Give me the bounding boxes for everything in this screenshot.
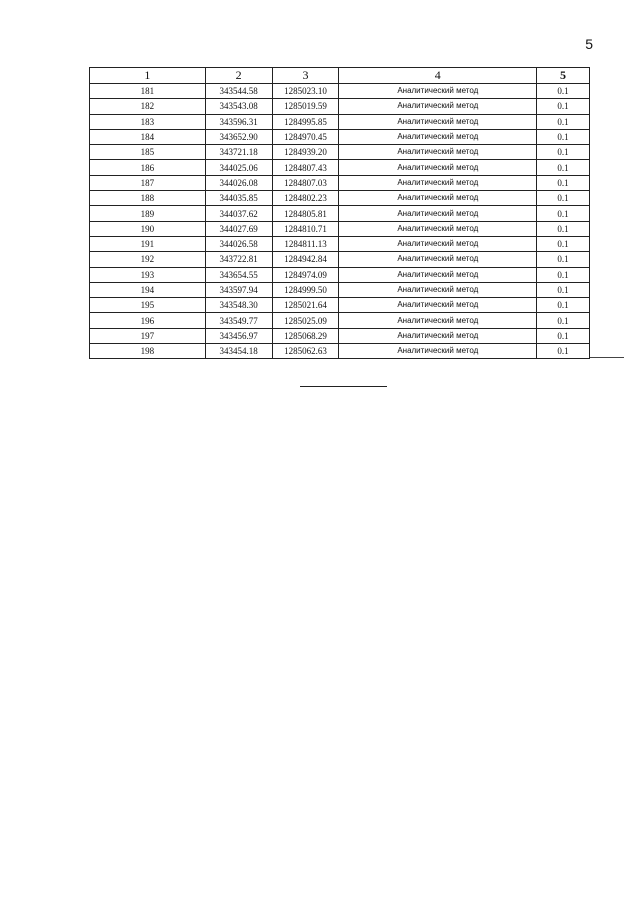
- method-cell: Аналитический метод: [339, 221, 537, 236]
- table-row: [90, 313, 590, 328]
- accuracy-cell: 0.1: [537, 236, 590, 251]
- accuracy-cell: 0.1: [537, 191, 590, 206]
- point-number-cell: 181: [90, 84, 206, 99]
- x-coordinate-cell: 343544.58: [205, 84, 272, 99]
- table-row: [90, 129, 590, 144]
- accuracy-cell: 0.1: [537, 160, 590, 175]
- point-number-cell: 192: [90, 252, 206, 267]
- x-coordinate-cell: 343454.18: [205, 344, 272, 359]
- accuracy-cell: 0.1: [537, 84, 590, 99]
- method-cell: Аналитический метод: [339, 328, 537, 343]
- x-coordinate-cell: 343456.97: [205, 328, 272, 343]
- x-coordinate-cell: 344027.69: [205, 221, 272, 236]
- table-header-row: [90, 68, 590, 84]
- method-cell: Аналитический метод: [339, 84, 537, 99]
- point-number-cell: 191: [90, 236, 206, 251]
- method-cell: Аналитический метод: [339, 282, 537, 297]
- table-body: [90, 84, 590, 359]
- y-coordinate-cell: 1284807.43: [272, 160, 339, 175]
- point-number-cell: 195: [90, 298, 206, 313]
- table-row: [90, 282, 590, 297]
- x-coordinate-cell: 344037.62: [205, 206, 272, 221]
- table-row: [90, 298, 590, 313]
- y-coordinate-cell: 1284805.81: [272, 206, 339, 221]
- y-coordinate-cell: 1285068.29: [272, 328, 339, 343]
- table-row: [90, 160, 590, 175]
- point-number-cell: 193: [90, 267, 206, 282]
- table-row: [90, 267, 590, 282]
- accuracy-cell: 0.1: [537, 145, 590, 160]
- header-col-5: 5: [537, 68, 590, 84]
- accuracy-cell: 0.1: [537, 221, 590, 236]
- accuracy-cell: 0.1: [537, 99, 590, 114]
- point-number-cell: 186: [90, 160, 206, 175]
- accuracy-cell: 0.1: [537, 267, 590, 282]
- x-coordinate-cell: 343549.77: [205, 313, 272, 328]
- point-number-cell: 185: [90, 145, 206, 160]
- method-cell: Аналитический метод: [339, 191, 537, 206]
- y-coordinate-cell: 1284999.50: [272, 282, 339, 297]
- header-col-2: 2: [205, 68, 272, 84]
- table-row: [90, 191, 590, 206]
- table-row: [90, 84, 590, 99]
- y-coordinate-cell: 1284807.03: [272, 175, 339, 190]
- table-trailing-line: [590, 357, 624, 358]
- accuracy-cell: 0.1: [537, 114, 590, 129]
- header-col-4: 4: [339, 68, 537, 84]
- method-cell: Аналитический метод: [339, 298, 537, 313]
- point-number-cell: 182: [90, 99, 206, 114]
- point-number-cell: 188: [90, 191, 206, 206]
- accuracy-cell: 0.1: [537, 252, 590, 267]
- header-col-1: 1: [90, 68, 206, 84]
- x-coordinate-cell: 343652.90: [205, 129, 272, 144]
- x-coordinate-cell: 344035.85: [205, 191, 272, 206]
- page-number: 5: [585, 36, 593, 52]
- y-coordinate-cell: 1285019.59: [272, 99, 339, 114]
- point-number-cell: 194: [90, 282, 206, 297]
- table-row: [90, 344, 590, 359]
- x-coordinate-cell: 343721.18: [205, 145, 272, 160]
- y-coordinate-cell: 1285021.64: [272, 298, 339, 313]
- x-coordinate-cell: 344026.08: [205, 175, 272, 190]
- y-coordinate-cell: 1285062.63: [272, 344, 339, 359]
- table-row: [90, 252, 590, 267]
- accuracy-cell: 0.1: [537, 328, 590, 343]
- coordinates-table: [89, 67, 590, 359]
- method-cell: Аналитический метод: [339, 267, 537, 282]
- method-cell: Аналитический метод: [339, 99, 537, 114]
- accuracy-cell: 0.1: [537, 344, 590, 359]
- point-number-cell: 189: [90, 206, 206, 221]
- accuracy-cell: 0.1: [537, 282, 590, 297]
- method-cell: Аналитический метод: [339, 344, 537, 359]
- y-coordinate-cell: 1284974.09: [272, 267, 339, 282]
- x-coordinate-cell: 343722.81: [205, 252, 272, 267]
- y-coordinate-cell: 1284810.71: [272, 221, 339, 236]
- method-cell: Аналитический метод: [339, 206, 537, 221]
- y-coordinate-cell: 1284995.85: [272, 114, 339, 129]
- point-number-cell: 196: [90, 313, 206, 328]
- accuracy-cell: 0.1: [537, 129, 590, 144]
- x-coordinate-cell: 343548.30: [205, 298, 272, 313]
- method-cell: Аналитический метод: [339, 175, 537, 190]
- accuracy-cell: 0.1: [537, 298, 590, 313]
- table-row: [90, 206, 590, 221]
- document-end-line: [300, 386, 387, 387]
- point-number-cell: 187: [90, 175, 206, 190]
- x-coordinate-cell: 343597.94: [205, 282, 272, 297]
- x-coordinate-cell: 344025.06: [205, 160, 272, 175]
- point-number-cell: 184: [90, 129, 206, 144]
- method-cell: Аналитический метод: [339, 129, 537, 144]
- accuracy-cell: 0.1: [537, 175, 590, 190]
- method-cell: Аналитический метод: [339, 252, 537, 267]
- y-coordinate-cell: 1285025.09: [272, 313, 339, 328]
- accuracy-cell: 0.1: [537, 206, 590, 221]
- table-row: [90, 175, 590, 190]
- method-cell: Аналитический метод: [339, 160, 537, 175]
- point-number-cell: 197: [90, 328, 206, 343]
- x-coordinate-cell: 344026.58: [205, 236, 272, 251]
- header-col-3: 3: [272, 68, 339, 84]
- table-row: [90, 236, 590, 251]
- table-row: [90, 145, 590, 160]
- method-cell: Аналитический метод: [339, 145, 537, 160]
- x-coordinate-cell: 343596.31: [205, 114, 272, 129]
- point-number-cell: 190: [90, 221, 206, 236]
- y-coordinate-cell: 1285023.10: [272, 84, 339, 99]
- accuracy-cell: 0.1: [537, 313, 590, 328]
- method-cell: Аналитический метод: [339, 236, 537, 251]
- y-coordinate-cell: 1284802.23: [272, 191, 339, 206]
- y-coordinate-cell: 1284970.45: [272, 129, 339, 144]
- table-row: [90, 328, 590, 343]
- table-row: [90, 114, 590, 129]
- table-row: [90, 221, 590, 236]
- x-coordinate-cell: 343654.55: [205, 267, 272, 282]
- point-number-cell: 198: [90, 344, 206, 359]
- method-cell: Аналитический метод: [339, 114, 537, 129]
- y-coordinate-cell: 1284939.20: [272, 145, 339, 160]
- y-coordinate-cell: 1284942.84: [272, 252, 339, 267]
- method-cell: Аналитический метод: [339, 313, 537, 328]
- x-coordinate-cell: 343543.08: [205, 99, 272, 114]
- point-number-cell: 183: [90, 114, 206, 129]
- y-coordinate-cell: 1284811.13: [272, 236, 339, 251]
- table-row: [90, 99, 590, 114]
